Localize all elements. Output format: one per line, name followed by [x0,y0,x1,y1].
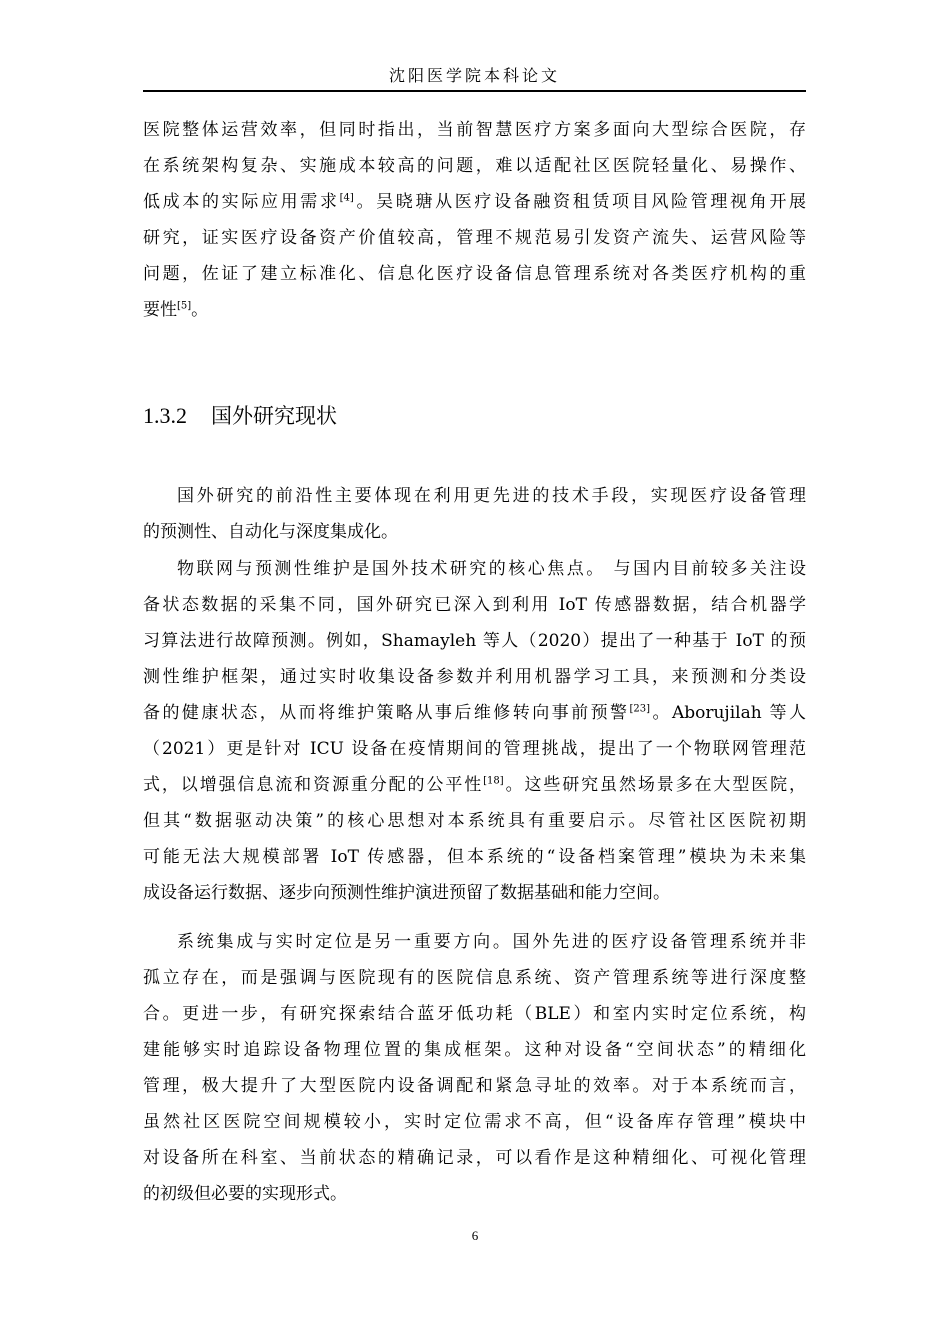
text-line: 在系统架构复杂、实施成本较高的问题，难以适配社区医院轻量化、易操作、 [143,156,806,176]
text-span: 。这些研究虽然场景多在大型医院， [503,775,807,795]
text-span: 式，以增强信息流和资源重分配的公平性 [143,775,484,795]
text-line: 但其“数据驱动决策”的核心思想对本系统具有重要启示。尽管社区医院初期 [143,811,806,831]
text-line: 问题，佐证了建立标准化、信息化医疗设备信息管理系统对各类医疗机构的重 [143,264,806,284]
text-line: 虽然社区医院空间规模较小，实时定位需求不高，但“设备库存管理”模块中 [143,1112,806,1132]
text-line: 对设备所在科室、当前状态的精确记录，可以看作是这种精细化、可视化管理 [143,1148,806,1168]
citation-marker: [23] [629,703,651,715]
citation-marker: [18] [483,775,504,787]
text-line: 测性维护框架，通过实时收集设备参数并利用机器学习工具，来预测和分类设 [143,667,806,687]
text-line [143,292,208,328]
text-line: 备状态数据的采集不同，国外研究已深入到利用 IoT 传感器数据，结合机器学 [143,595,806,615]
text-line [143,695,806,731]
section-number: 1.3.2 [143,403,187,428]
text-line: 系统集成与实时定位是另一重要方向。国外先进的医疗设备管理系统并非 [177,932,806,952]
text-line: 国外研究的前沿性主要体现在利用更先进的技术手段，实现医疗设备管理 [177,486,806,506]
header-rule [143,90,806,92]
text-line: 研究，证实医疗设备资产价值较高，管理不规范易引发资产流失、运营风险等 [143,228,806,248]
text-line [143,767,806,803]
text-span: 。吴晓瑭从医疗设备融资租赁项目风险管理视角开展 [353,192,807,212]
running-header-title: 沈阳医学院本科论文 [388,66,560,85]
text-line: 的预测性、自动化与深度集成化。 [143,522,398,542]
text-line: 成设备运行数据、逐步向预测性维护演进预留了数据基础和能力空间。 [143,883,670,903]
text-span: 要性 [143,300,177,320]
section-heading [143,400,337,430]
text-line: 的初级但必要的实现形式。 [143,1184,347,1204]
text-line: 建能够实时追踪设备物理位置的集成框架。这种对设备“空间状态”的精细化 [143,1040,806,1060]
citation-marker: [5] [177,300,192,312]
text-span: 。Aborujilah 等人 [650,703,806,723]
text-line: 孤立存在，而是强调与医院现有的医院信息系统、资产管理系统等进行深度整 [143,968,806,988]
text-span: 低成本的实际应用需求 [143,192,340,212]
text-line [143,184,806,220]
citation-marker: [4] [339,192,354,204]
text-line: 物联网与预测性维护是国外技术研究的核心焦点。 与国内目前较多关注设 [177,559,806,579]
text-line: 习算法进行故障预测。例如，Shamayleh 等人（2020）提出了一种基于 IoT 的预 [143,631,806,651]
text-span: 备的健康状态，从而将维护策略从事后维修转向事前预警 [143,703,630,723]
section-title: 国外研究现状 [211,404,337,428]
page-number: 6 [471,1228,479,1243]
text-line: 管理，极大提升了大型医院内设备调配和紧急寻址的效率。对于本系统而言， [143,1076,806,1096]
text-line: 医院整体运营效率，但同时指出，当前智慧医疗方案多面向大型综合医院，存 [143,120,806,140]
text-line: （2021）更是针对 ICU 设备在疫情期间的管理挑战，提出了一个物联网管理范 [143,739,806,759]
text-span: 。 [191,300,209,320]
text-line: 合。更进一步，有研究探索结合蓝牙低功耗（BLE）和室内实时定位系统，构 [143,1004,806,1024]
text-line: 可能无法大规模部署 IoT 传感器，但本系统的“设备档案管理”模块为未来集 [143,847,806,867]
